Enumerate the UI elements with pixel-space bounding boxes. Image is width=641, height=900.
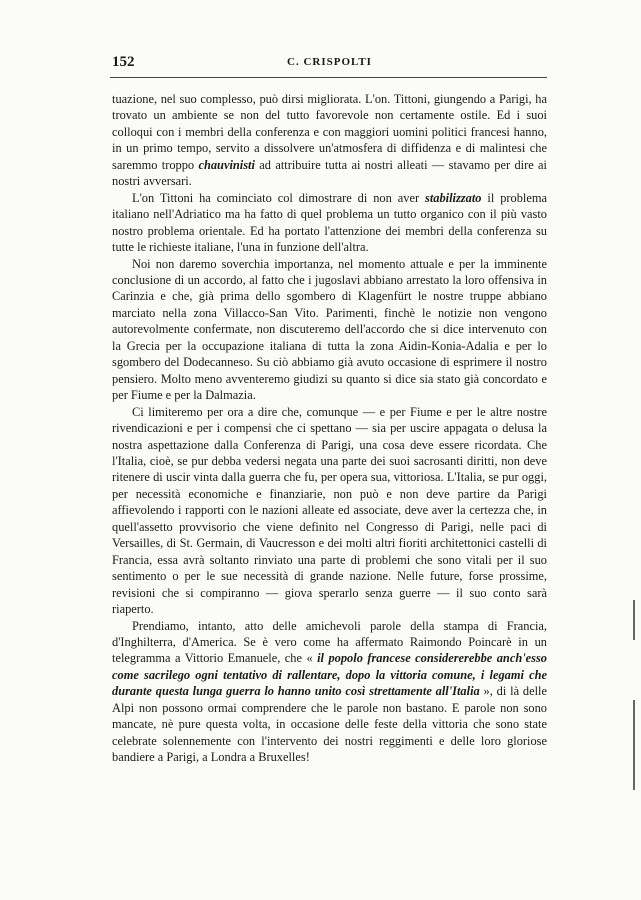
running-head: C. CRISPOLTI	[287, 56, 372, 68]
body-text	[112, 91, 547, 766]
paragraph	[112, 256, 547, 404]
emphasized-text: chauvinisti	[198, 157, 255, 172]
emphasized-text: stabilizzato	[425, 190, 482, 205]
text-segment: Ci limiteremo per ora a dire che, comunque — e per Fiume e per le altre nostre rivendicazioni e per i compensi che ci spettano — sia per uscire appagata o delusa la nostra aspettazione dalla Conferenza di Parigi, una cosa deve essere ricordata. Che l'Italia, cioè, se pur debba vedersi negata una parte dei suoi sacrosanti diritti, non deve ritenere di uscir vinta dalla guerra che fu, per opera sua, vittoriosa. L'Italia, se pur oggi, per necessità economiche e finanziarie, non può e non deve partire da Parigi affievolendo i rapporti con le nazioni alleate ed associate, deve aver la certezza che, in quell'assetto provvisorio che viene definito nel Congresso di Parigi, nelle paci di Versailles, di St. Germain, di Vaucresson e dei molti altri fioriti architettonici castelli di Francia, essa avrà soltanto rinviato una parte di problemi che sono vitali per il suo sentimento o per le sue necessità di grande nazione. Nelle future, forse prossime, revisioni che si compiranno — giova sperarlo senza guerre — il suo conto sarà riaperto.	[112, 404, 547, 617]
text-segment: tuazione, nel suo complesso, può dirsi migliorata. L'on. Tittoni, giungendo a Parigi, ha trovato un ambiente se non del tutto favorevole non certamente ostile. Ed i suoi colloqui con i membri della conferenza e con maggiori uomini politici francesi hanno, in un primo tempo, servito a dissolvere un'atmosfera di diffidenza e di malintesi che saremmo troppo	[112, 92, 547, 172]
emphasized-text: il popolo francese considererebbe anch'esso come sacrilego ogni tentativo di rallentare, dopo la vittoria comune, i legami che durante questa lunga guerra lo hanno unito così strettamente all'Italia	[112, 651, 547, 699]
header-rule	[110, 77, 547, 78]
text-segment: il problema italiano nell'Adriatico ma ha fatto di quel problema un tutto organico con il più vasto nostro problema orientale. Ed ha portato l'attenzione dei membri della conferenza su tutte le richieste italiane, l'una in funzione dell'altra.	[112, 190, 547, 255]
scan-edge-mark	[633, 600, 635, 640]
paragraph	[112, 91, 547, 190]
text-segment: L'on Tittoni ha cominciato col dimostrare di non aver	[132, 190, 425, 205]
page-number: 152	[112, 54, 135, 70]
text-segment: Prendiamo, intanto, atto delle amichevoli parole della stampa di Francia, d'Inghilterra, d'America. Se è vero come ha affermato Raimondo Poincarè in un telegramma a Vittorio Emanuele, che «	[112, 618, 547, 666]
text-segment: », di là delle Alpi non possono ormai comprendere che le parole non bastano. E parole non sono mancate, nè pure questa volta, in occasione delle feste della vittoria che sono state celebrate solennemente con l'intervento dei nostri reggimenti e delle loro gloriose bandiere a Parigi, a Londra a Bruxelles!	[112, 684, 547, 765]
scan-edge-mark	[633, 700, 635, 790]
paragraph	[112, 190, 547, 256]
text-segment: Noi non daremo soverchia importanza, nel momento attuale e per la imminente conclusione di un accordo, al fatto che i jugoslavi abbiano arrestato la loro offensiva in Carinzia e che, già prima dello sgombero di Klagenfürt le nostre truppe abbiano marciato nella zona Villacco-San Vito. Parimenti, finchè le notizie non vengono autorevolmente confermate, non discuteremo dell'accordo che si dice intervenuto con la Grecia per la occupazione italiana di tutta la zona Aidin-Konia-Adalia e per lo sgombero del Dodecanneso. Su ciò abbiamo già avuto occasione di esprimere il nostro pensiero. Molto meno avventeremo giudizi su quanto si dice sia stato già concordato e per Fiume e per la Dalmazia.	[112, 256, 547, 403]
paragraph	[112, 618, 547, 766]
page-header	[112, 54, 547, 74]
text-segment: ad attribuire tutta ai nostri alleati — stavamo per dire ai nostri avversari.	[112, 157, 547, 189]
paragraph	[112, 404, 547, 618]
